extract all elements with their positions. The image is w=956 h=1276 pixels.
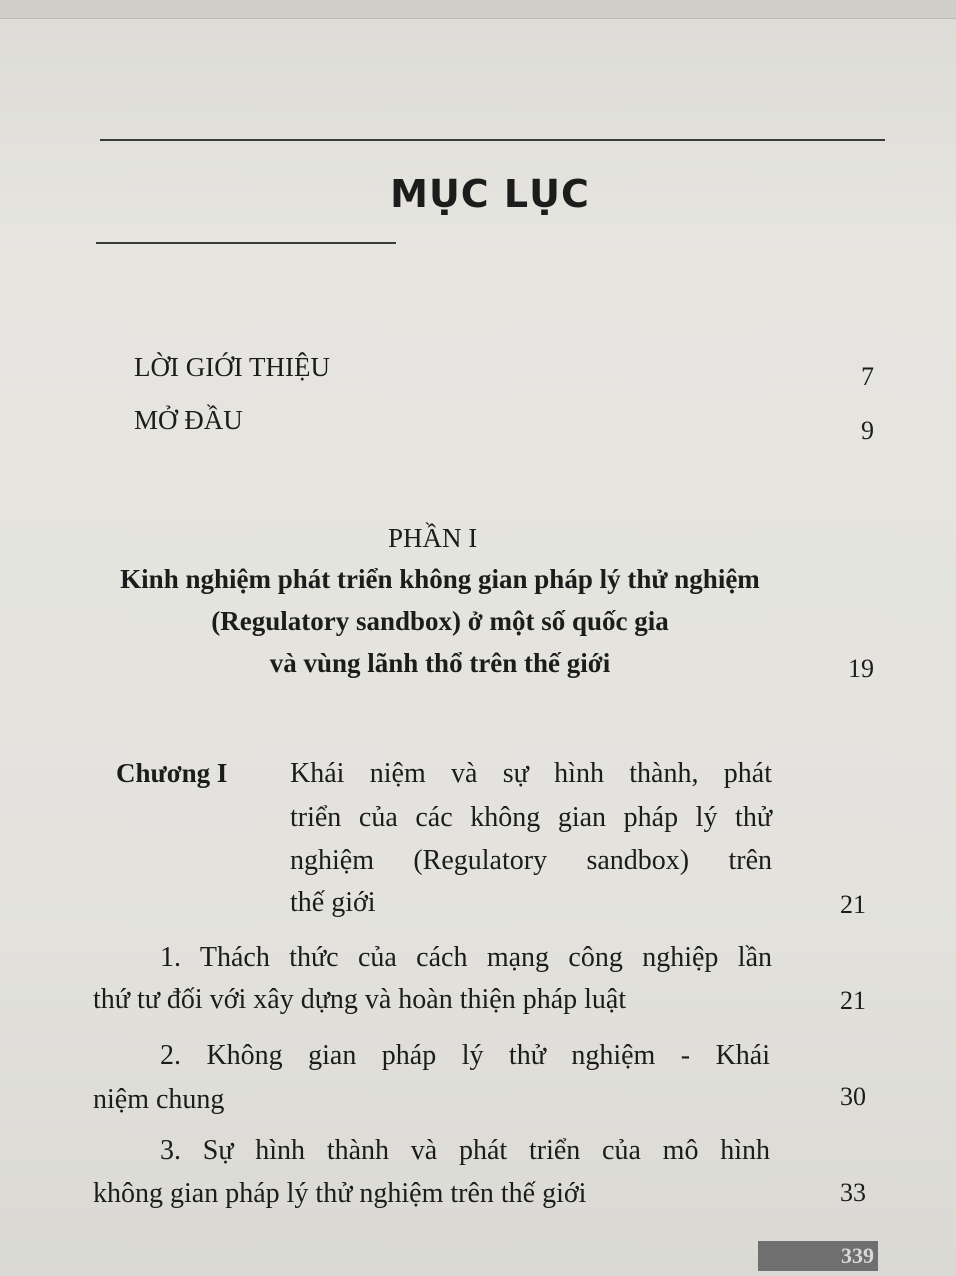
- front-matter-page-opening: 9: [861, 416, 874, 445]
- part-title-line-2: (Regulatory sandbox) ở một số quốc gia: [211, 606, 669, 636]
- section-2-line-2: niệm chung: [93, 1084, 225, 1115]
- section-1-line-1: 1. Thách thức của cách mạng công nghiệp lần: [160, 942, 772, 973]
- part-page: 19: [848, 654, 874, 683]
- section-1-page: 21: [840, 986, 866, 1015]
- part-title-line-1: Kinh nghiệm phát triển không gian pháp lý thử nghiệm: [120, 564, 760, 594]
- section-2-page: 30: [840, 1082, 866, 1111]
- part-label: PHẦN I: [388, 523, 478, 553]
- folio-number: 339: [841, 1243, 874, 1268]
- chapter-title-line-1: Khái niệm và sự hình thành, phát: [290, 758, 772, 789]
- title-rule-top: [100, 139, 885, 141]
- chapter-label: Chương I: [116, 758, 228, 788]
- section-3-page: 33: [840, 1178, 866, 1207]
- front-matter-label-intro: LỜI GIỚI THIỆU: [134, 352, 330, 382]
- chapter-page: 21: [840, 890, 866, 919]
- front-matter-page-intro: 7: [861, 362, 874, 391]
- section-1-line-2: thứ tư đối với xây dựng và hoàn thiện pháp luật: [93, 984, 627, 1015]
- section-3-line-1: 3. Sự hình thành và phát triển của mô hình: [160, 1135, 770, 1166]
- front-matter-label-opening: MỞ ĐẦU: [134, 405, 243, 435]
- folio-bar: [758, 1241, 878, 1271]
- section-3-line-2: không gian pháp lý thử nghiệm trên thế giới: [93, 1178, 587, 1209]
- part-title-line-3: và vùng lãnh thổ trên thế giới: [269, 648, 611, 678]
- section-2-line-1: 2. Không gian pháp lý thử nghiệm - Khái: [160, 1040, 770, 1071]
- chapter-title-line-2: triển của các không gian pháp lý thử: [290, 802, 772, 833]
- toc-title: MỤC LỤC: [390, 172, 590, 216]
- chapter-title-line-3: nghiệm (Regulatory sandbox) trên: [290, 845, 772, 876]
- running-header-strip: [0, 0, 956, 19]
- title-rule-bottom: [96, 242, 396, 244]
- chapter-title-line-4: thế giới: [290, 887, 376, 918]
